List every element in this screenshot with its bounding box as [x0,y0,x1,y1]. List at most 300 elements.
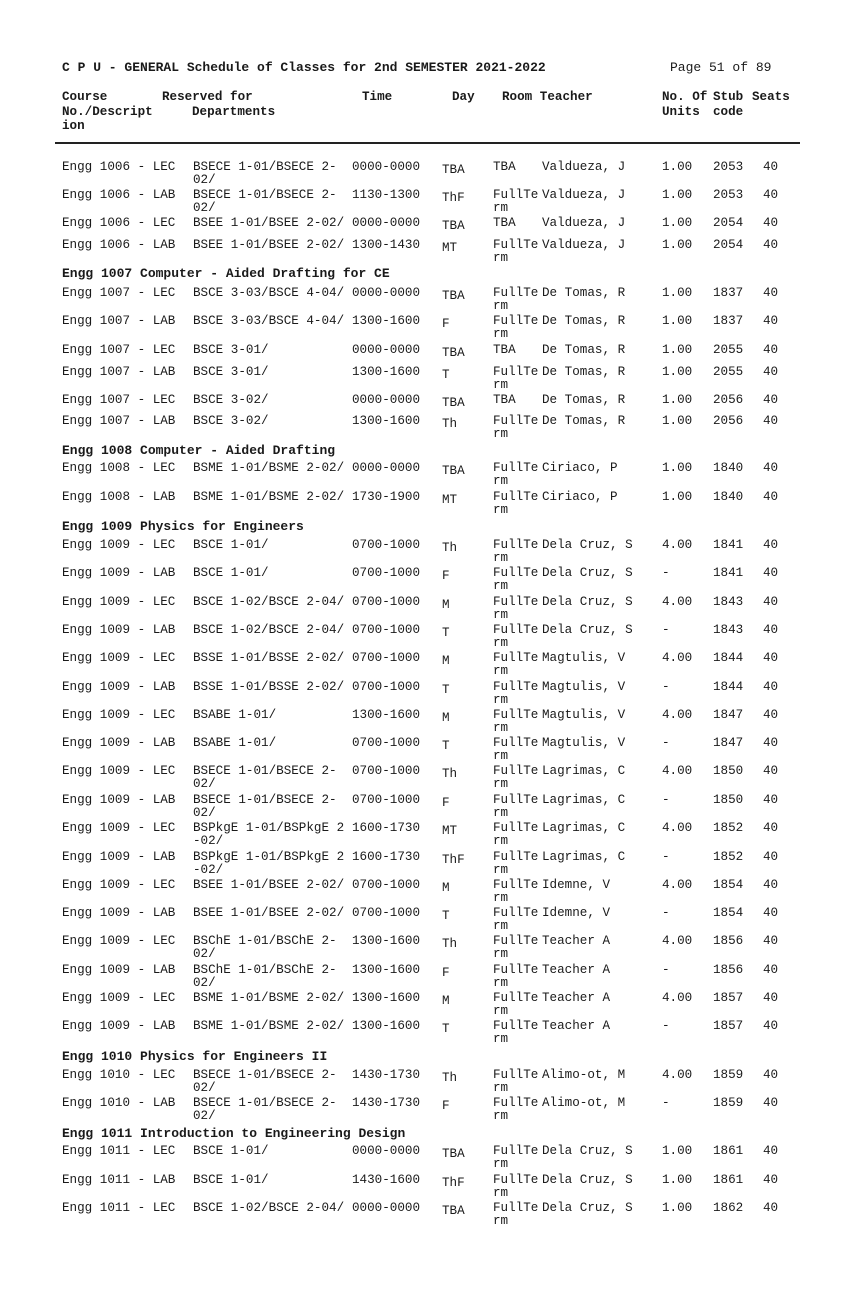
stub-code-cell: 1861 [713,1173,744,1187]
room-line-2: rm [493,976,509,990]
course-cell: Engg 1006 - LEC [62,216,176,230]
units-cell: 4.00 [662,708,693,722]
room-line-1: FullTe [493,286,539,300]
time-cell: 0000-0000 [352,393,421,407]
reserved-line-1: BSCE 3-02/ [193,393,269,407]
reserved-line-1: BSCE 1-01/ [193,1173,269,1187]
teacher-cell: Lagrimas, C [542,793,626,807]
seats-cell: 40 [763,216,779,230]
reserved-cell [193,462,344,475]
room-cell [493,964,538,990]
seats-cell: 40 [763,238,779,252]
teacher-cell: Magtulis, V [542,680,626,694]
units-cell: 1.00 [662,238,693,252]
reserved-cell [193,851,344,877]
teacher-cell: Valdueza, J [542,238,626,252]
room-line-1: FullTe [493,414,539,428]
room-line-1: FullTe [493,878,539,892]
reserved-line-2: 02/ [193,173,216,187]
stub-code-cell: 1840 [713,490,744,504]
stub-code-cell: 2056 [713,414,744,428]
day-cell: F [442,569,450,583]
teacher-cell: Valdueza, J [542,160,626,174]
day-cell: Th [442,417,458,431]
time-cell: 1300-1600 [352,963,421,977]
course-cell: Engg 1009 - LAB [62,1019,176,1033]
reserved-cell [193,394,269,407]
stub-code-cell: 1843 [713,623,744,637]
reserved-line-1: BSECE 1-01/BSECE 2- [193,1096,337,1110]
course-cell: Engg 1007 - LAB [62,314,176,328]
day-cell: T [442,368,450,382]
reserved-cell [193,567,269,580]
reserved-cell [193,161,337,187]
reserved-cell [193,765,337,791]
room-cell [493,366,538,392]
stub-code-cell: 1840 [713,461,744,475]
table-row [0,851,850,879]
room-line-1: FullTe [493,1068,539,1082]
units-cell: 4.00 [662,651,693,665]
reserved-line-1: BSCE 1-02/BSCE 2-04/ [193,595,345,609]
units-cell: 1.00 [662,314,693,328]
units-cell: - [662,963,670,977]
room-line-2: rm [493,806,509,820]
day-cell: MT [442,241,458,255]
room-line-2: rm [493,1109,509,1123]
table-row [0,822,850,850]
time-cell: 1300-1600 [352,934,421,948]
course-cell: Engg 1009 - LEC [62,595,176,609]
time-cell: 1300-1600 [352,708,421,722]
course-cell: Engg 1007 - LAB [62,365,176,379]
stub-code-cell: 1841 [713,566,744,580]
units-cell: 1.00 [662,393,693,407]
room-line-1: FullTe [493,1096,539,1110]
reserved-line-2: 02/ [193,777,216,791]
reserved-cell [193,737,276,750]
room-cell [493,1174,538,1200]
reserved-line-1: BSPkgE 1-01/BSPkgE 2 [193,850,345,864]
teacher-cell: Lagrimas, C [542,850,626,864]
room-cell [493,879,538,905]
course-cell: Engg 1006 - LEC [62,160,176,174]
stub-code-cell: 1854 [713,878,744,892]
time-cell: 1300-1600 [352,365,421,379]
seats-cell: 40 [763,906,779,920]
time-cell: 1300-1600 [352,414,421,428]
reserved-line-1: BSABE 1-01/ [193,736,277,750]
reserved-cell [193,652,344,665]
room-cell [493,344,516,357]
units-cell: 4.00 [662,764,693,778]
day-cell: M [442,711,450,725]
course-cell: Engg 1009 - LEC [62,878,176,892]
stub-code-cell: 1852 [713,821,744,835]
reserved-line-1: BSCE 1-01/ [193,566,269,580]
reserved-line-1: BSCE 3-01/ [193,343,269,357]
units-cell: 1.00 [662,343,693,357]
stub-code-cell: 1843 [713,595,744,609]
room-line-2: rm [493,201,509,215]
reserved-line-1: BSECE 1-01/BSECE 2- [193,793,337,807]
room-cell [493,709,538,735]
table-row [0,315,850,343]
table-row [0,287,850,315]
reserved-line-2: 02/ [193,976,216,990]
group-heading-1011: Engg 1011 Introduction to Engineering Design [62,1126,406,1141]
stub-code-cell: 1854 [713,906,744,920]
room-cell [493,935,538,961]
table-row [0,1069,850,1097]
teacher-cell: Dela Cruz, S [542,1173,633,1187]
room-line-2: rm [493,777,509,791]
col-header-reserved: Reserved for Departments [162,90,276,119]
table-row [0,794,850,822]
units-cell: 1.00 [662,365,693,379]
time-cell: 1430-1730 [352,1068,421,1082]
reserved-cell [193,992,344,1005]
reserved-cell [193,491,344,504]
course-cell: Engg 1009 - LAB [62,850,176,864]
teacher-cell: Teacher A [542,963,611,977]
seats-cell: 40 [763,1096,779,1110]
room-line-1: FullTe [493,680,539,694]
room-line-1: FullTe [493,963,539,977]
course-cell: Engg 1009 - LEC [62,538,176,552]
seats-cell: 40 [763,286,779,300]
room-line-2: rm [493,608,509,622]
course-cell: Engg 1009 - LAB [62,680,176,694]
day-cell: M [442,881,450,895]
room-line-1: FullTe [493,365,539,379]
room-line-1: FullTe [493,764,539,778]
course-cell: Engg 1009 - LEC [62,934,176,948]
reserved-line-1: BSPkgE 1-01/BSPkgE 2 [193,821,345,835]
room-line-2: rm [493,1214,509,1228]
teacher-cell: Ciriaco, P [542,490,618,504]
seats-cell: 40 [763,1201,779,1215]
stub-code-cell: 1856 [713,963,744,977]
stub-code-cell: 1850 [713,793,744,807]
room-cell [493,1145,538,1171]
teacher-cell: Dela Cruz, S [542,595,633,609]
day-cell: Th [442,767,458,781]
room-line-1: FullTe [493,991,539,1005]
units-cell: 4.00 [662,878,693,892]
room-line-2: rm [493,863,509,877]
course-cell: Engg 1009 - LAB [62,963,176,977]
reserved-line-1: BSCE 1-02/BSCE 2-04/ [193,623,345,637]
units-cell: 1.00 [662,216,693,230]
room-line-1: TBA [493,160,516,174]
reserved-line-2: 02/ [193,1109,216,1123]
course-cell: Engg 1009 - LAB [62,566,176,580]
group-heading-1009: Engg 1009 Physics for Engineers [62,519,304,534]
room-cell [493,462,538,488]
room-cell [493,652,538,678]
reserved-cell [193,935,337,961]
time-cell: 1300-1600 [352,991,421,1005]
seats-cell: 40 [763,764,779,778]
reserved-line-1: BSChE 1-01/BSChE 2- [193,963,337,977]
reserved-line-1: BSECE 1-01/BSECE 2- [193,1068,337,1082]
course-cell: Engg 1010 - LAB [62,1096,176,1110]
teacher-cell: Lagrimas, C [542,821,626,835]
room-cell [493,415,538,441]
units-cell: 1.00 [662,1201,693,1215]
teacher-cell: Idemne, V [542,906,611,920]
teacher-cell: Dela Cruz, S [542,566,633,580]
time-cell: 1300-1600 [352,1019,421,1033]
time-cell: 1300-1430 [352,238,421,252]
room-line-1: FullTe [493,595,539,609]
day-cell: T [442,1022,450,1036]
units-cell: - [662,680,670,694]
time-cell: 0700-1000 [352,680,421,694]
reserved-cell [193,1145,269,1158]
day-cell: ThF [442,191,465,205]
units-cell: 4.00 [662,595,693,609]
stub-code-cell: 1852 [713,850,744,864]
reserved-cell [193,794,337,820]
reserved-cell [193,964,337,990]
room-line-1: FullTe [493,1173,539,1187]
room-line-1: FullTe [493,651,539,665]
room-cell [493,394,516,407]
day-cell: TBA [442,464,465,478]
seats-cell: 40 [763,414,779,428]
seats-cell: 40 [763,623,779,637]
day-cell: Th [442,937,458,951]
room-cell [493,624,538,650]
col-header-day: Day [452,90,475,104]
time-cell: 0700-1000 [352,793,421,807]
room-line-1: FullTe [493,850,539,864]
room-line-1: FullTe [493,708,539,722]
units-cell: 1.00 [662,461,693,475]
room-line-1: FullTe [493,490,539,504]
reserved-line-1: BSCE 1-01/ [193,538,269,552]
teacher-cell: Ciriaco, P [542,461,618,475]
course-cell: Engg 1009 - LAB [62,906,176,920]
day-cell: TBA [442,396,465,410]
course-cell: Engg 1011 - LEC [62,1144,176,1158]
seats-cell: 40 [763,538,779,552]
stub-code-cell: 1857 [713,1019,744,1033]
room-line-1: FullTe [493,821,539,835]
teacher-cell: De Tomas, R [542,314,626,328]
teacher-cell: Dela Cruz, S [542,1144,633,1158]
seats-cell: 40 [763,736,779,750]
stub-code-cell: 1857 [713,991,744,1005]
time-cell: 0000-0000 [352,1144,421,1158]
room-line-2: rm [493,551,509,565]
reserved-cell [193,681,344,694]
teacher-cell: Alimo-ot, M [542,1096,626,1110]
room-line-1: FullTe [493,1201,539,1215]
reserved-cell [193,709,276,722]
reserved-cell [193,189,337,215]
teacher-cell: Magtulis, V [542,651,626,665]
room-line-1: FullTe [493,736,539,750]
room-line-2: rm [493,579,509,593]
reserved-cell [193,1097,337,1123]
room-cell [493,217,516,230]
reserved-line-1: BSABE 1-01/ [193,708,277,722]
seats-cell: 40 [763,651,779,665]
reserved-cell [193,1020,344,1033]
time-cell: 0700-1000 [352,566,421,580]
room-line-2: rm [493,503,509,517]
stub-code-cell: 1859 [713,1096,744,1110]
teacher-cell: Teacher A [542,991,611,1005]
course-cell: Engg 1009 - LAB [62,793,176,807]
reserved-cell [193,366,269,379]
day-cell: TBA [442,346,465,360]
course-cell: Engg 1007 - LEC [62,286,176,300]
room-line-1: TBA [493,343,516,357]
units-cell: - [662,1019,670,1033]
reserved-line-2: -02/ [193,834,224,848]
room-line-2: rm [493,427,509,441]
stub-code-cell: 1856 [713,934,744,948]
course-cell: Engg 1009 - LEC [62,821,176,835]
table-row [0,415,850,443]
course-cell: Engg 1009 - LAB [62,623,176,637]
table-row [0,1020,850,1048]
stub-code-cell: 1847 [713,708,744,722]
room-cell [493,596,538,622]
units-cell: 1.00 [662,286,693,300]
time-cell: 1130-1300 [352,188,421,202]
seats-cell: 40 [763,680,779,694]
room-line-2: rm [493,693,509,707]
room-line-2: rm [493,749,509,763]
room-cell [493,189,538,215]
reserved-line-1: BSCE 1-02/BSCE 2-04/ [193,1201,345,1215]
day-cell: ThF [442,1176,465,1190]
reserved-line-1: BSECE 1-01/BSECE 2- [193,764,337,778]
teacher-cell: De Tomas, R [542,286,626,300]
day-cell: M [442,654,450,668]
course-cell: Engg 1009 - LEC [62,708,176,722]
course-cell: Engg 1008 - LEC [62,461,176,475]
time-cell: 1300-1600 [352,314,421,328]
teacher-cell: Dela Cruz, S [542,623,633,637]
stub-code-cell: 1841 [713,538,744,552]
units-cell: 1.00 [662,1173,693,1187]
room-line-1: FullTe [493,188,539,202]
units-cell: 1.00 [662,490,693,504]
seats-cell: 40 [763,821,779,835]
day-cell: F [442,796,450,810]
day-cell: TBA [442,1204,465,1218]
stub-code-cell: 2055 [713,343,744,357]
table-row [0,462,850,490]
table-row [0,539,850,567]
teacher-cell: Lagrimas, C [542,764,626,778]
room-line-1: FullTe [493,238,539,252]
seats-cell: 40 [763,878,779,892]
course-cell: Engg 1009 - LEC [62,764,176,778]
reserved-cell [193,907,344,920]
table-row [0,596,850,624]
room-line-2: rm [493,378,509,392]
seats-cell: 40 [763,934,779,948]
room-cell [493,1097,538,1123]
stub-code-cell: 1859 [713,1068,744,1082]
day-cell: T [442,626,450,640]
room-cell [493,1020,538,1046]
table-row [0,681,850,709]
course-cell: Engg 1009 - LEC [62,991,176,1005]
table-row [0,992,850,1020]
time-cell: 1430-1600 [352,1173,421,1187]
reserved-line-2: 02/ [193,1081,216,1095]
reserved-line-1: BSEE 1-01/BSEE 2-02/ [193,216,345,230]
group-heading-1010: Engg 1010 Physics for Engineers II [62,1049,328,1064]
day-cell: T [442,909,450,923]
seats-cell: 40 [763,160,779,174]
room-cell [493,907,538,933]
reserved-line-1: BSCE 3-03/BSCE 4-04/ [193,286,345,300]
units-cell: - [662,623,670,637]
room-line-2: rm [493,891,509,905]
col-header-units: No. Of Units [662,90,708,119]
room-line-1: TBA [493,393,516,407]
teacher-cell: Dela Cruz, S [542,538,633,552]
course-cell: Engg 1010 - LEC [62,1068,176,1082]
stub-code-cell: 1837 [713,286,744,300]
day-cell: MT [442,493,458,507]
day-cell: F [442,1099,450,1113]
page-title: C P U - GENERAL Schedule of Classes for 2nd SEMESTER 2021-2022 [62,60,546,75]
units-cell: 4.00 [662,1068,693,1082]
stub-code-cell: 1837 [713,314,744,328]
day-cell: F [442,966,450,980]
time-cell: 1600-1730 [352,850,421,864]
reserved-cell [193,1069,337,1095]
table-row [0,491,850,519]
reserved-line-1: BSSE 1-01/BSSE 2-02/ [193,680,345,694]
day-cell: MT [442,824,458,838]
course-cell: Engg 1009 - LEC [62,651,176,665]
course-cell: Engg 1008 - LAB [62,490,176,504]
teacher-cell: Teacher A [542,934,611,948]
reserved-line-1: BSME 1-01/BSME 2-02/ [193,461,345,475]
room-line-1: FullTe [493,566,539,580]
col-header-course: Course No./Descript ion [62,90,153,133]
stub-code-cell: 2053 [713,160,744,174]
room-line-2: rm [493,299,509,313]
room-line-2: rm [493,251,509,265]
table-row [0,1202,850,1230]
teacher-cell: De Tomas, R [542,393,626,407]
room-cell [493,992,538,1018]
seats-cell: 40 [763,1173,779,1187]
units-cell: - [662,736,670,750]
course-cell: Engg 1007 - LEC [62,343,176,357]
stub-code-cell: 1850 [713,764,744,778]
seats-cell: 40 [763,490,779,504]
time-cell: 0700-1000 [352,906,421,920]
reserved-line-1: BSCE 1-01/ [193,1144,269,1158]
table-row [0,1145,850,1173]
time-cell: 0000-0000 [352,1201,421,1215]
reserved-line-1: BSME 1-01/BSME 2-02/ [193,490,345,504]
reserved-line-2: 02/ [193,806,216,820]
